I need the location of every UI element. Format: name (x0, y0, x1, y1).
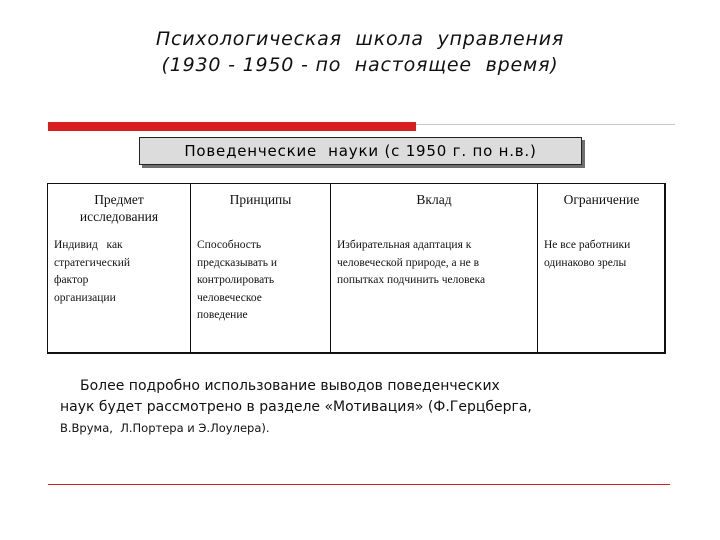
cell-subject (54, 237, 186, 307)
bottom-divider (48, 484, 670, 485)
column-limitation (538, 184, 665, 352)
title-line-1: Психологическая школа управления (155, 28, 565, 50)
header-subject-line: исследования (79, 209, 159, 224)
note-line-2: наук будет рассмотрено в разделе «Мотивация» (Ф.Герцберга, (60, 399, 532, 415)
cell-line: фактор (54, 274, 89, 286)
cell-line: контролировать (197, 274, 275, 286)
behavioral-sciences-table (47, 183, 666, 354)
cell-line: человеческой природе, а не в (337, 256, 480, 269)
cell-line: Индивид как (54, 239, 123, 251)
cell-contribution (337, 237, 533, 290)
cell-line: стратегический (54, 256, 131, 269)
red-accent-bar (48, 122, 416, 131)
section-subtitle: Поведенческие науки (с 1950 г. по н.в.) (139, 137, 582, 165)
cell-limitation (544, 237, 661, 272)
note-line-1: Более подробно использование выводов поведенческих (80, 378, 500, 394)
footnote-paragraph (60, 376, 680, 439)
cell-line: попытках подчинить человека (337, 274, 486, 286)
header-principles (191, 191, 330, 208)
cell-line: организации (54, 291, 116, 304)
column-principles (191, 184, 331, 352)
cell-principles (197, 237, 326, 325)
header-contribution-line: Вклад (416, 192, 452, 207)
header-principles-line: Принципы (229, 192, 292, 207)
column-contribution (331, 184, 538, 352)
header-subject (48, 191, 190, 225)
page-title (0, 26, 720, 78)
title-line-2: (1930 - 1950 - по настоящее время) (161, 54, 559, 76)
header-limitation-line: Ограничение (563, 192, 640, 207)
cell-line: Избирательная адаптация к (337, 239, 472, 251)
cell-line: поведение (197, 309, 248, 321)
cell-line: одинаково зрелы (544, 256, 627, 269)
cell-line: Способность (197, 239, 262, 251)
header-contribution (331, 191, 537, 208)
cell-line: предсказывать и (197, 256, 277, 269)
column-subject (48, 184, 191, 352)
header-subject-line: Предмет (94, 192, 144, 207)
cell-line: Не все работники (544, 239, 631, 251)
header-limitation (538, 191, 665, 208)
cell-line: человеческое (197, 291, 262, 304)
note-line-3: В.Врума, Л.Портера и Э.Лоулера). (60, 421, 270, 435)
